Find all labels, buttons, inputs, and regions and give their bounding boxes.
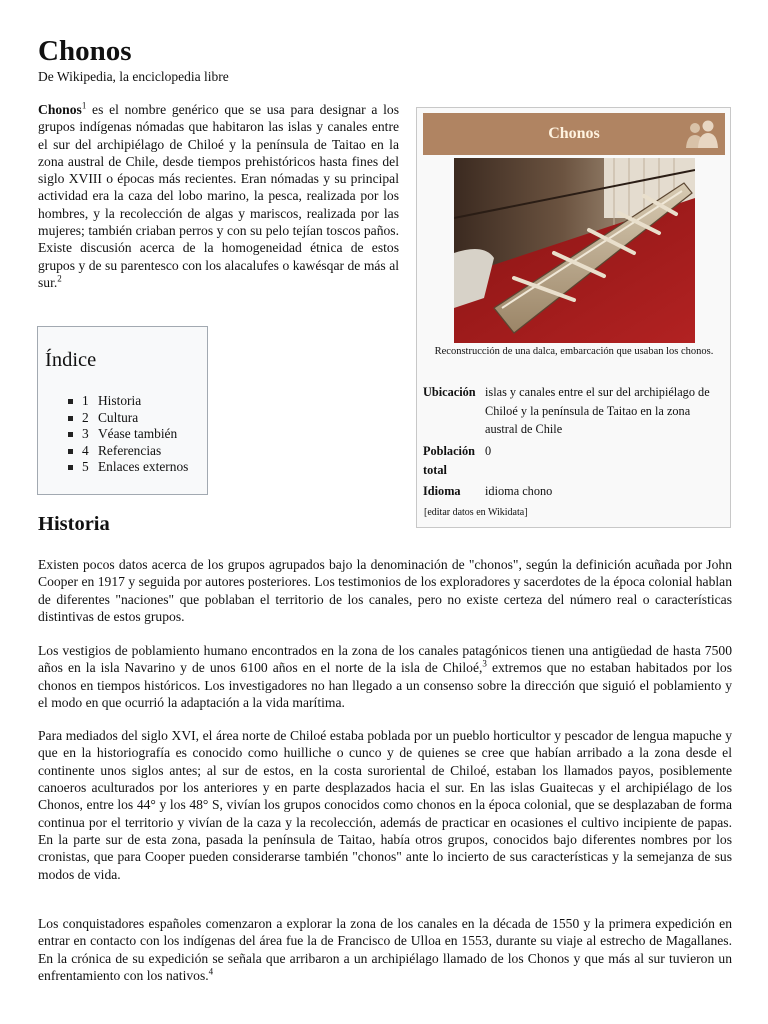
toc-number: 5	[82, 459, 89, 474]
toc-number: 3	[82, 426, 89, 441]
intro-text: es el nombre genérico que se usa para designar a los grupos indígenas nómadas que habitaron las islas y canales entre el sur del archipiélago de Chiloé y la península de Taitao en la zona austral de Chile, desde tiempos prehistóricos hasta fines del siglo XVIII o épocas más recientes. Eran nómadas y su principal actividad era la caza del lobo marino, la pesca, realizada por los hombres, y la recolección de algas y mariscos, realizada por las mujeres; también criaban perros y con su pelo tejían toscos paños. Existe discusión acerca de la homogeneidad étnica de estos grupos y de su parentesco con los alacalufes o kawésqar de más al sur.	[38, 102, 399, 290]
infobox-label: Población total	[423, 444, 475, 477]
infobox-value[interactable]: islas y canales entre el sur del archipiélago de Chiloé y la península de Taitao en la zona austral de Chile	[485, 385, 710, 436]
people-icon	[683, 118, 721, 150]
toc-number: 4	[82, 442, 89, 458]
toc-item-historia[interactable]	[50, 393, 188, 410]
historia-paragraph-3: Para mediados del siglo XVI, el área norte de Chiloé estaba poblada por un pueblo horticultor y pescador de lengua mapuche y que en la historiografía es conocido como huilliche o cunco y de quienes se cree que habían arribado a la zona desde el continente unos siglos antes; al sur de estos, en la costa suroriental de Chiloé, estaban los llamados payos, posiblemente canoeros aculturados por los anteriores y en parte desplazados hacia el sur. En las islas Guaitecas y el archipiélago de los Chonos, entre los 44° y los 48° S, vivían los grupos conocidos como chonos en la época colonial, que se desplazaban de forma continua por el territorio y vivían de la caza y la recolección, además de practicar en ocasiones el cultivo incipiente de papas. En la parte sur de esta zona, pasada la península de Taitao, había otros grupos, conocidos bajo diferentes nombres por los cronistas, que para Cooper pueden considerarse también "chonos" ante lo incierto de sus características y la semejanza de sus modos de vida.	[38, 728, 732, 882]
table-of-contents	[37, 326, 208, 495]
toc-number: 2	[82, 409, 89, 425]
section-heading-historia: Historia	[38, 513, 110, 535]
toc-item-cultura[interactable]	[50, 410, 188, 427]
ref-link-3[interactable]: 3	[482, 658, 487, 669]
page-subtitle: De Wikipedia, la enciclopedia libre	[38, 69, 229, 84]
intro-paragraph	[38, 101, 399, 291]
toc-item-vease-tambien[interactable]	[50, 426, 188, 443]
toc-number: 1	[82, 393, 89, 408]
infobox-caption: Reconstrucción de una dalca, embarcación que usaban los chonos.	[434, 346, 714, 357]
paragraph-text: Los conquistadores españoles comenzaron a explorar la zona de los canales en la década de 1550 y la primera expedición en entrar en contacto con los indígenas del área fue la de Francisco de Ulloa en 1553, durante su viaje al estrecho de Magallanes. En la crónica de su expedición se señala que arribaron a un archipiélago llamado de los Chonos y que más al sur tuvieron un enfrentamiento con los nativos.	[38, 916, 732, 984]
historia-paragraph-1: Existen pocos datos acerca de los grupos agrupados bajo la denominación de "chonos", según la definición acuñada por John Cooper en 1917 y seguida por autores posteriores. Los testimonios de los exploradores y sacerdotes de la época colonial hablan de diferentes "naciones" que poblaban el territorio de los canales, pero no existe certeza del número real o características distintivas de estos grupos.	[38, 557, 732, 625]
edit-wikidata-link[interactable]: [editar datos en Wikidata]	[424, 507, 528, 518]
toc-list	[50, 393, 188, 476]
ref-link-1[interactable]: 1	[81, 100, 87, 111]
infobox-value: 0	[485, 444, 492, 458]
toc-item-enlaces-externos[interactable]	[50, 459, 188, 476]
infobox-header	[423, 113, 725, 155]
paragraph-text: Los vestigios de poblamiento humano encontrados en la zona de los canales patagónicos tienen una antigüedad de hasta 7500 años en la isla Navarino y de unos 6100 años en el norte de la isla de Chiloé,	[38, 643, 732, 676]
intro-bold-term: Chonos	[38, 102, 82, 117]
historia-paragraph-4	[38, 915, 732, 984]
toc-label: Véase también	[98, 426, 178, 441]
toc-label: Referencias	[98, 442, 162, 458]
toc-item-referencias[interactable]	[50, 443, 188, 460]
ref-link-4[interactable]: 4	[208, 966, 214, 977]
ref-link-2[interactable]: 2	[57, 273, 62, 284]
page-title: Chonos	[38, 35, 132, 67]
toc-label: Cultura	[98, 409, 139, 425]
infobox-value[interactable]: idioma chono	[485, 484, 553, 498]
infobox-label: Idioma	[423, 484, 461, 498]
toc-title: Índice	[45, 349, 97, 371]
paragraph-text: extremos que no estaban habitados por los chonos en tiempos históricos. Los investigadores no han llegado a un consenso sobre la dirección que siguió el poblamiento y el modo en que ocurrió la adaptación a la vida marítima.	[38, 660, 732, 711]
infobox-label: Ubicación	[423, 385, 476, 399]
historia-paragraph-2	[38, 642, 732, 711]
infobox	[416, 107, 731, 528]
toc-label: Historia	[98, 393, 142, 408]
toc-label: Enlaces externos	[98, 459, 189, 474]
infobox-title: Chonos	[548, 125, 600, 142]
dalca-boat-photo[interactable]	[454, 158, 695, 343]
